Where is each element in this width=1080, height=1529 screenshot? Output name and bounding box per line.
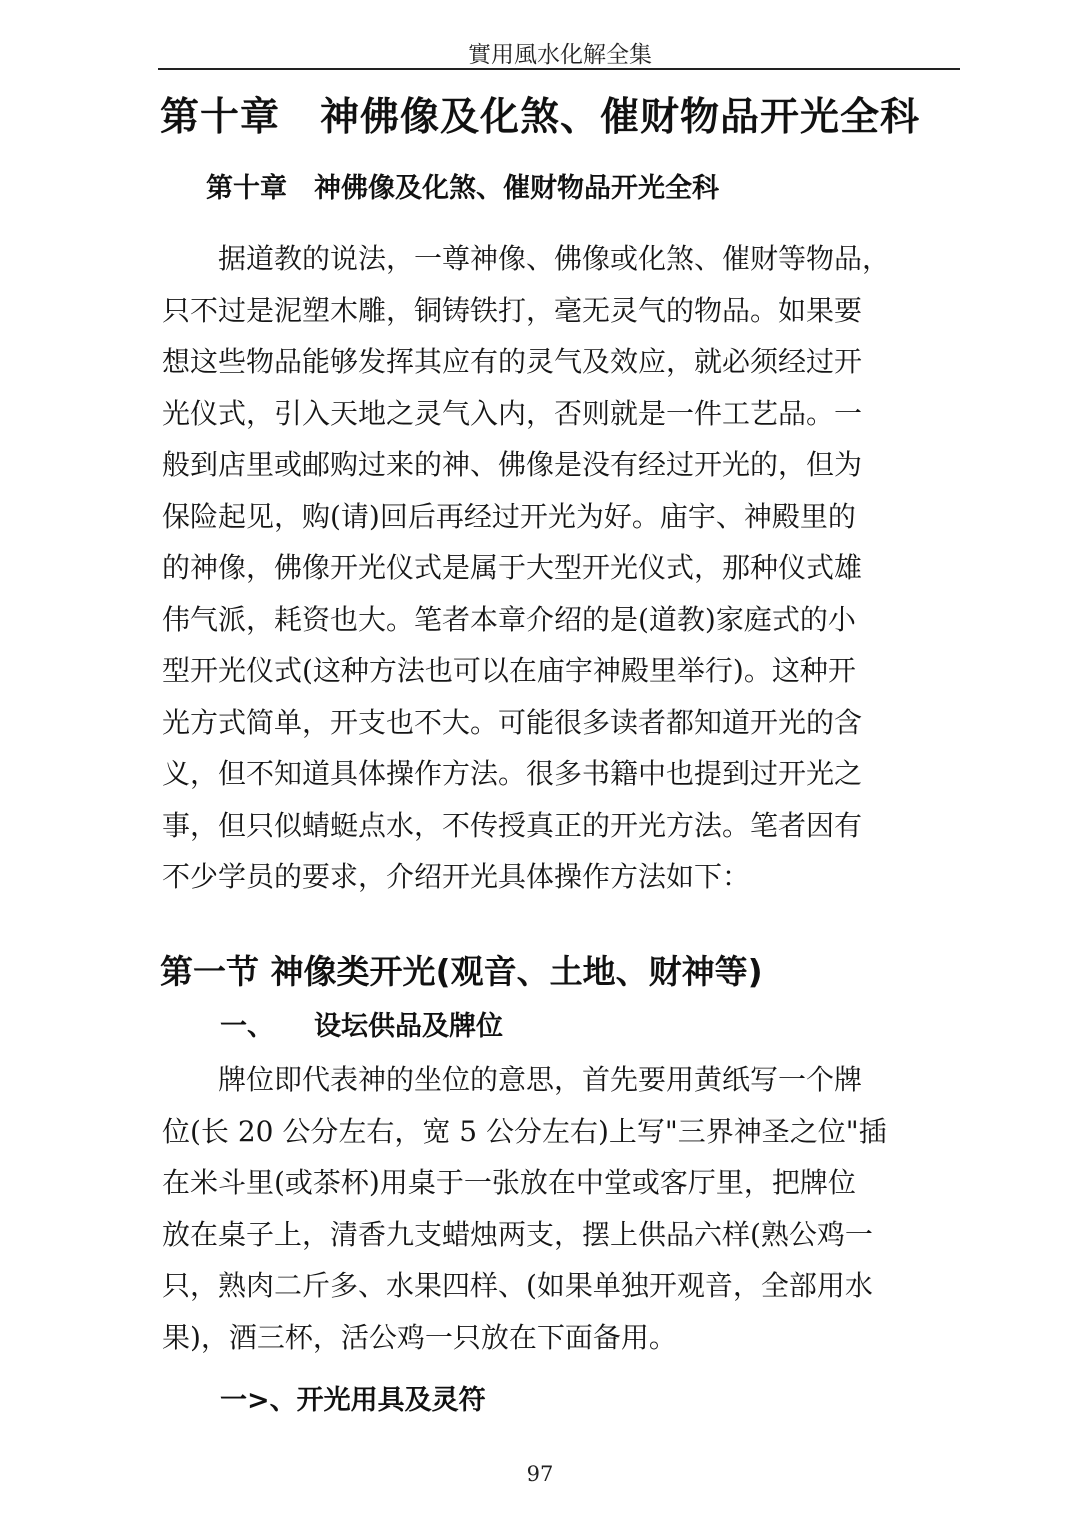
text-line: 光方式简单，开支也不大。可能很多读者都知道开光的含: [162, 705, 863, 739]
text-line: 义，但不知道具体操作方法。很多书籍中也提到过开光之: [162, 757, 863, 790]
header-rule: [158, 68, 960, 70]
chapter-title: 第十章 神佛像及化煞、催财物品开光全科: [160, 95, 921, 140]
text-line: 放在桌子上，清香九支蜡烛两支，摆上供品六样(熟公鸡一: [162, 1217, 873, 1251]
text-line: 不少学员的要求，介绍开光具体操作方法如下：: [162, 860, 751, 893]
text-line: 保险起见，购(请)回后再经过开光为好。庙宇、神殿里的: [162, 499, 856, 533]
text-line: 的神像，佛像开光仪式是属于大型开光仪式，那种仪式雄: [162, 551, 863, 584]
text-line: 在米斗里(或茶杯)用桌于一张放在中堂或客厅里，把牌位: [162, 1166, 856, 1199]
text-line: 光仪式，引入天地之灵气入内，否则就是一件工艺品。一: [162, 396, 863, 430]
text-line: 想这些物品能够发挥其应有的灵气及效应，就必须经过开: [162, 345, 863, 378]
text-line: 事，但只似蜻蜓点水，不传授真正的开光方法。笔者因有: [162, 808, 863, 842]
text-line: 果)，酒三杯，活公鸡一只放在下面备用。: [162, 1320, 677, 1354]
running-header: 實用風水化解全集: [468, 42, 652, 68]
subsection-title: 设坛供品及牌位: [314, 1011, 503, 1042]
tools-and-talismans-heading: 一>、开光用具及灵符: [220, 1385, 486, 1416]
text-line: 位(长 20 公分左右，宽 5 公分左右)上写"三界神圣之位"插: [162, 1114, 887, 1148]
text-line: 型开光仪式(这种方法也可以在庙宇神殿里举行)。这种开: [162, 654, 856, 687]
paiwei-paragraph: [162, 1054, 952, 1363]
chapter-subtitle: 第十章 神佛像及化煞、催财物品开光全科: [206, 173, 719, 204]
text-line: 牌位即代表神的坐位的意思，首先要用黄纸写一个牌: [162, 1063, 863, 1096]
subsection-number: 一、: [220, 1011, 274, 1042]
page-number: 97: [526, 1462, 554, 1486]
intro-paragraph: [162, 233, 952, 903]
text-line: 伟气派，耗资也大。笔者本章介绍的是(道教)家庭式的小: [162, 602, 856, 636]
text-line: 据道教的说法，一尊神像、佛像或化煞、催财等物品，: [162, 242, 891, 275]
subsection-heading: [220, 1004, 503, 1043]
section-title: 第一节 神像类开光(观音、土地、财神等): [160, 952, 763, 991]
text-line: 只不过是泥塑木雕，铜铸铁打，毫无灵气的物品。如果要: [162, 293, 863, 327]
text-line: 只，熟肉二斤多、水果四样、(如果单独开观音，全部用水: [162, 1269, 873, 1302]
text-line: 般到店里或邮购过来的神、佛像是没有经过开光的，但为: [162, 448, 863, 481]
